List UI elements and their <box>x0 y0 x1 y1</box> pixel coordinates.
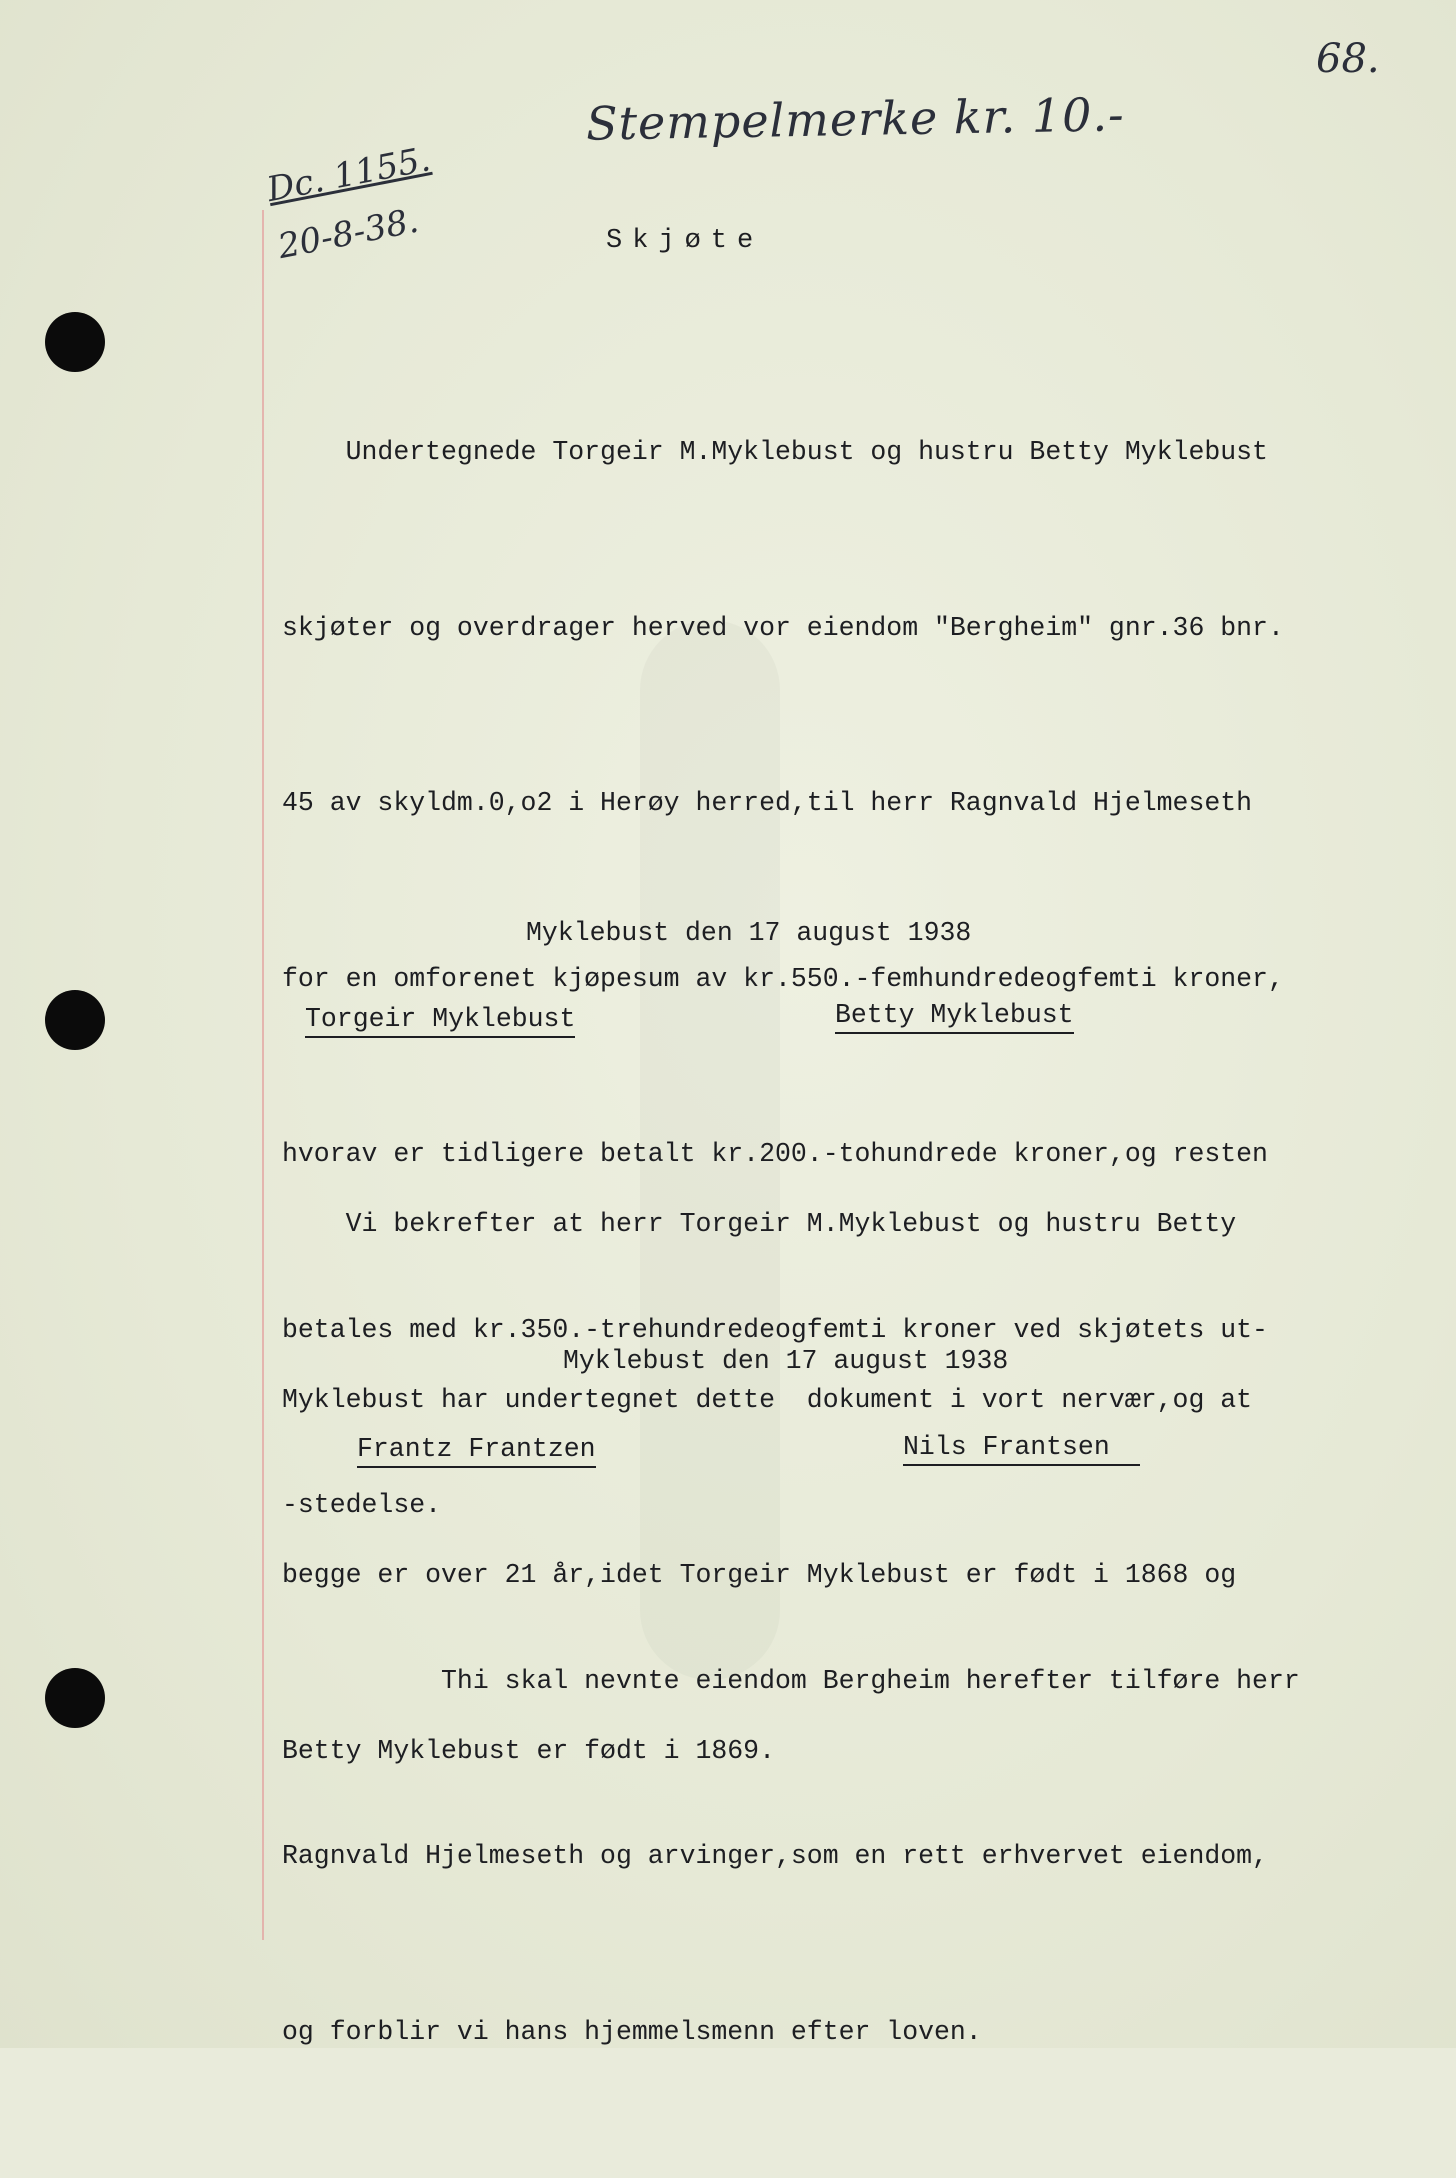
body-line: for en omforenet kjøpesum av kr.550.-femhundredeogfemti kroner, <box>282 963 1284 994</box>
body-line: betales med kr.350.-trehundredeogfemti kroner ved skjøtets ut- <box>282 1314 1268 1345</box>
page-number: 68. <box>1316 36 1380 82</box>
witness-line: Betty Myklebust er født i 1869. <box>282 1735 775 1766</box>
stamp-note: Stempelmerke kr. 10.- <box>585 87 1125 151</box>
punch-hole-bottom <box>45 1668 105 1728</box>
place-date-2: Myklebust den 17 august 1938 <box>563 1346 1009 1376</box>
place-date-1: Myklebust den 17 august 1938 <box>526 918 972 948</box>
signature-seller-2: Betty Myklebust <box>835 1000 1074 1034</box>
body-line: Undertegnede Torgeir M.Myklebust og hustru Betty Myklebust <box>282 437 1268 467</box>
body-line: Thi skal nevnte eiendom Bergheim herefter tilføre herr <box>282 1665 1300 1696</box>
witness-statement <box>282 1078 1412 1897</box>
signature-witness-1: Frantz Frantzen <box>357 1434 596 1468</box>
witness-line: Vi bekrefter at herr Torgeir M.Myklebust og hustru Betty <box>282 1209 1237 1239</box>
body-line: Ragnvald Hjelmeseth og arvinger,som en rett erhvervet eiendom, <box>282 1841 1268 1871</box>
punch-hole-top <box>45 312 105 372</box>
punch-hole-middle <box>45 990 105 1050</box>
body-line: -stedelse. <box>282 1490 442 1520</box>
registration-reference <box>262 130 446 275</box>
witness-line: Myklebust har undertegnet dette dokument i vort nervær,og at <box>282 1384 1253 1415</box>
body-line: hvorav er tidligere betalt kr.200.-tohundrede kroner,og resten <box>282 1139 1268 1169</box>
body-line: skjøter og overdrager herved vor eiendom "Bergheim" gnr.36 bnr. <box>282 612 1284 643</box>
registration-number: Dc. 1155. <box>263 139 434 211</box>
margin-line <box>262 210 264 1940</box>
registration-date: 20-8-38. <box>274 200 422 268</box>
signature-witness-2: Nils Frantsen <box>903 1432 1140 1466</box>
witness-line: begge er over 21 år,idet Torgeir Myklebust er født i 1868 og <box>282 1560 1237 1590</box>
body-line: 45 av skyldm.0,o2 i Herøy herred,til herr Ragnvald Hjelmeseth <box>282 788 1253 818</box>
body-line: og forblir vi hans hjemmelsmenn efter loven. <box>282 2016 982 2047</box>
signature-seller-1: Torgeir Myklebust <box>305 1004 575 1038</box>
document-title: Skjøte <box>606 226 764 256</box>
